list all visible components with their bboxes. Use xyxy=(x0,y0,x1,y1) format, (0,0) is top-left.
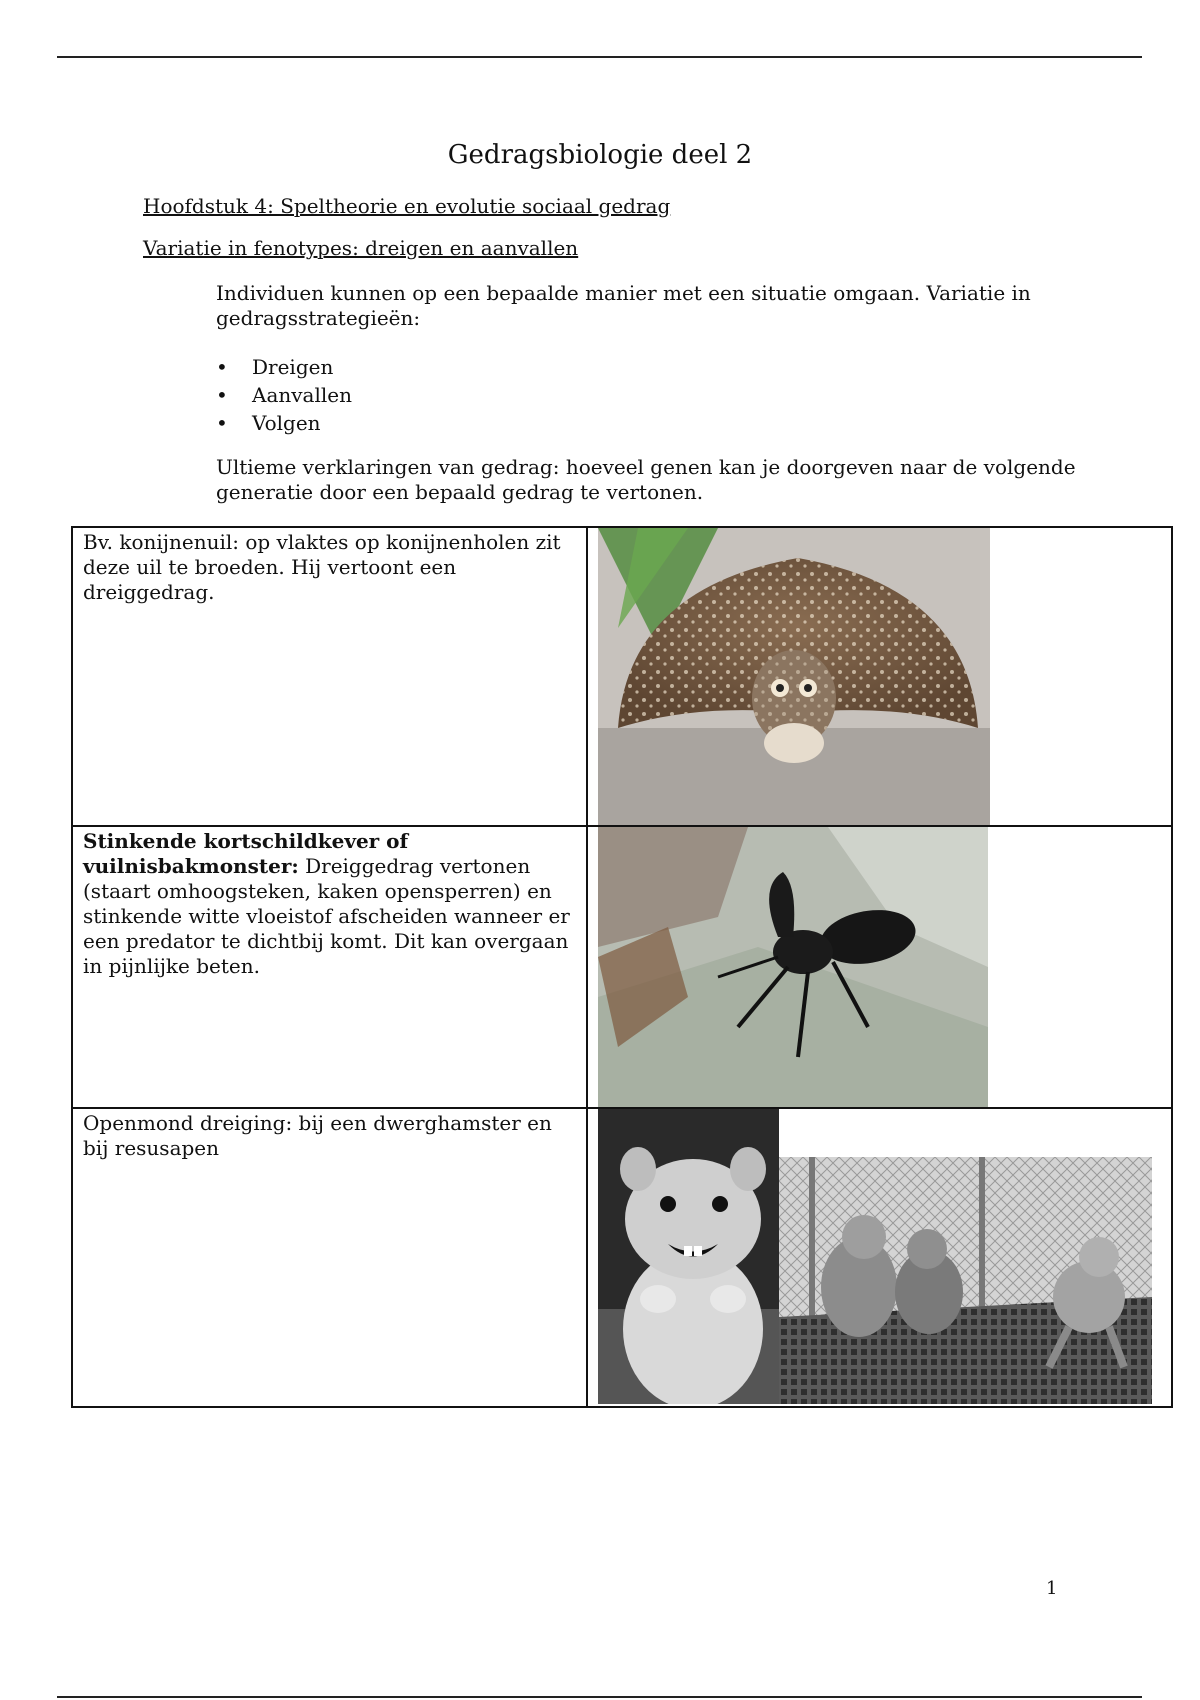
page-title: Gedragsbiologie deel 2 xyxy=(447,140,753,170)
table-row xyxy=(73,528,1171,827)
page-number: 1 xyxy=(1046,1578,1058,1599)
openmouth-description xyxy=(73,1109,588,1406)
burrowing-owl-photo xyxy=(598,528,990,825)
owl-description xyxy=(73,528,588,825)
list-item: • Volgen xyxy=(216,409,352,437)
openmouth-image-cell xyxy=(598,1109,1171,1406)
top-rule xyxy=(57,56,1142,58)
chapter-heading: Hoofdstuk 4: Speltheorie en evolutie sociaal gedrag xyxy=(143,194,671,218)
intro-paragraph: Individuen kunnen op een bepaalde manier met een situatie omgaan. Variatie in gedragsstrategieën: xyxy=(216,281,1031,330)
dwarf-hamster-photo xyxy=(598,1109,779,1404)
explanation-paragraph: Ultieme verklaringen van gedrag: hoeveel genen kan je doorgeven naar de volgende generatie door een bepaald gedrag te vertonen. xyxy=(216,455,1076,504)
beetle-name: Stinkende kortschildkever of vuilnisbakmonster: xyxy=(83,829,409,878)
strategy-list xyxy=(216,353,352,437)
rhesus-macaques-photo xyxy=(779,1157,1152,1404)
beetle-text: Dreiggedrag vertonen (staart omhoogsteken, kaken opensperren) en stinkende witte vloeistof afscheiden wanneer er een predator te dichtbij komt. Dit kan overgaan in pijnlijke beten. xyxy=(83,854,570,978)
examples-table xyxy=(71,526,1173,1408)
list-item: • Aanvallen xyxy=(216,381,352,409)
rove-beetle-photo xyxy=(598,827,988,1107)
openmouth-text: Openmond dreiging: bij een dwerghamster en bij resusapen xyxy=(83,1111,552,1160)
table-row xyxy=(73,827,1171,1109)
table-row xyxy=(73,1109,1171,1406)
bottom-rule xyxy=(57,1696,1142,1698)
beetle-image-cell xyxy=(598,827,1171,1107)
owl-image-cell xyxy=(598,528,1171,825)
beetle-description xyxy=(73,827,588,1107)
section-heading: Variatie in fenotypes: dreigen en aanvallen xyxy=(143,236,579,260)
owl-text: Bv. konijnenuil: op vlaktes op konijnenholen zit deze uil te broeden. Hij vertoont een dreiggedrag. xyxy=(83,530,561,604)
list-item: • Dreigen xyxy=(216,353,352,381)
